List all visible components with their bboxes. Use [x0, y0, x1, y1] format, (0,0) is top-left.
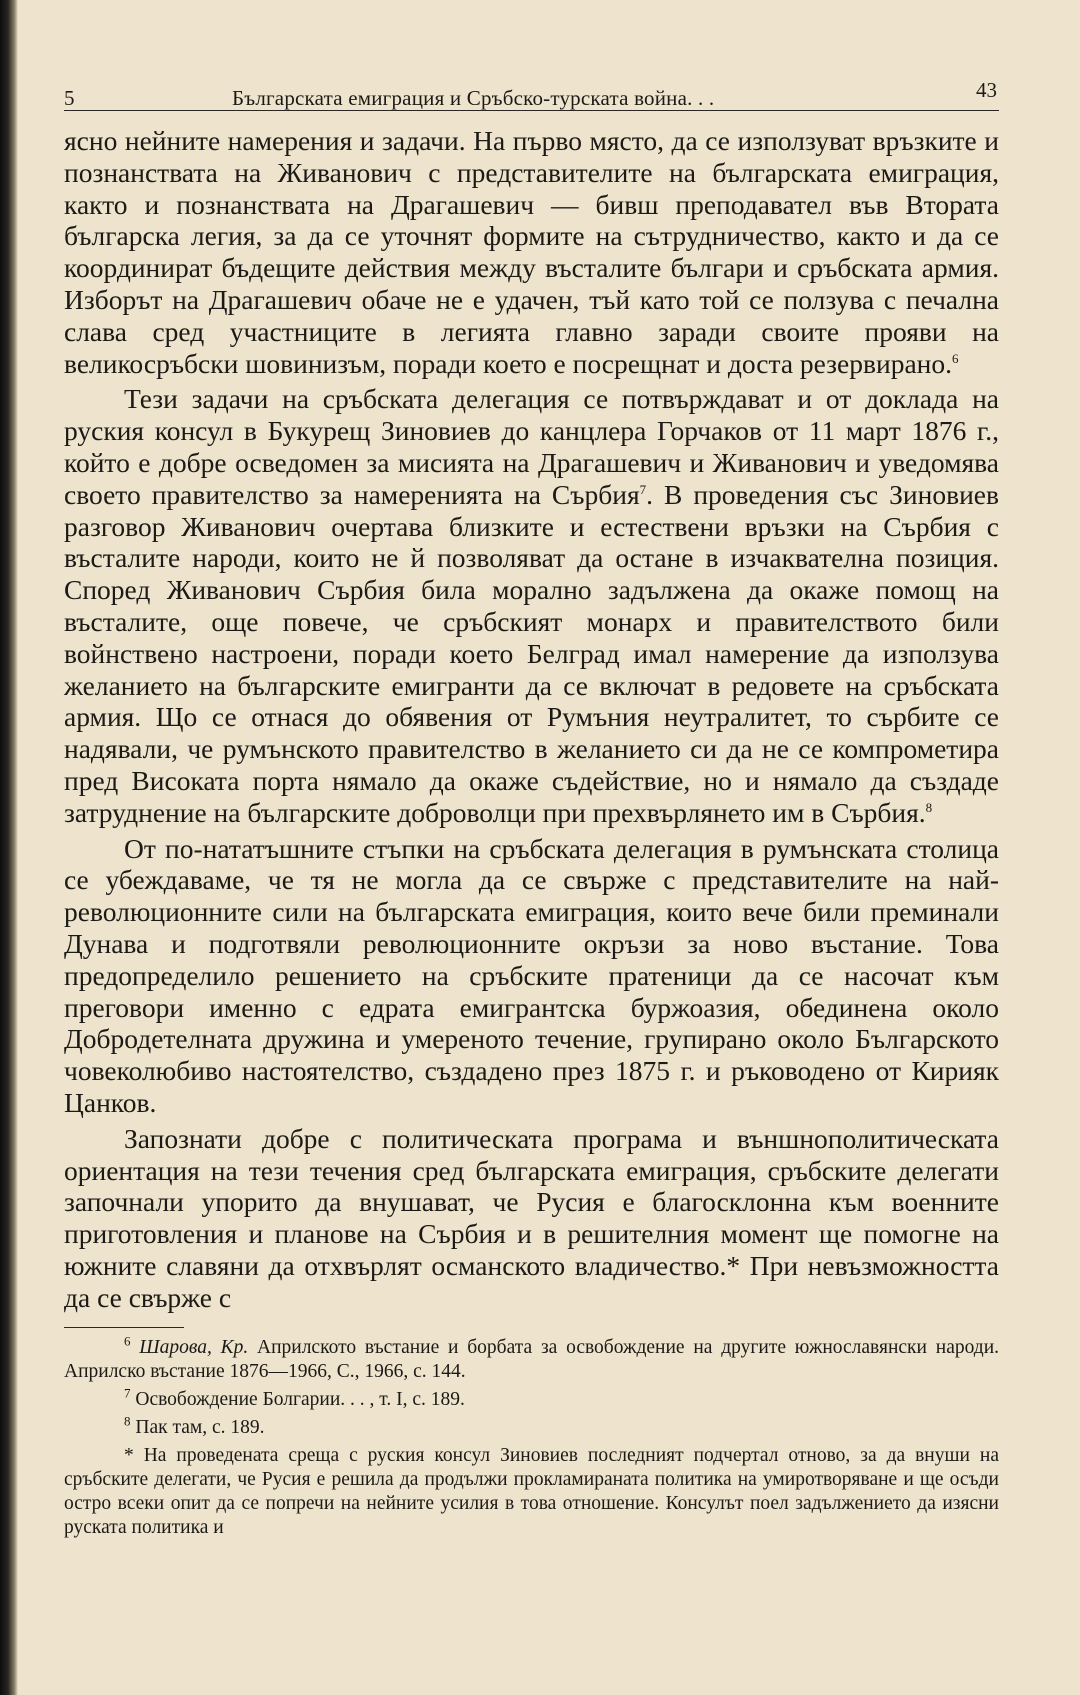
footnote-ref: 8 [925, 799, 933, 815]
footnote-divider [64, 1327, 184, 1328]
footnote: $^7$ Освобождение Болгарии. . . , т. I, с. 189. [124, 1385, 465, 1411]
book-page [64, 74, 999, 1544]
running-head [64, 74, 999, 111]
paragraph: От по-нататъшните стъпки на сръбската делегация в румънската столица се убеждаваме, че тя не могла да се свърже с представителите на най-революционните сили на българската емиграция, които вече били преминали Дунава и подготвяли революционните окръзи за ново въстание. Това предопределило решението на сръбските пратеници да се насочат към преговори именно с едрата емигрантска буржоазия, обединена около Добродетелната дружина и умереното течение, групирано около Българското човеколюбиво настоятелство, създадено през 1875 г. и ръководено от Кирияк Цанков. [64, 832, 999, 1118]
paragraph: Тези задачи на сръбската делегация се потвърждават и от доклада на руския консул в Букурещ Зиновиев до канцлера Горчаков от 11 март 1876 г., който е добре осведомен за мисията на Драгашевич и Живанович и уведомява своето правителство за намеренията на Сърбия$^7$. В проведения със Зиновиев разговор Живанович очертава близките и естествени връзки на Сърбия с въсталите народи, които не й позволяват да остане в изчаквателна позиция. Според Живанович Сърбия била морално задължена да окаже помощ на въсталите, още повече, че сръбският монарх и правителството били войнствено настроени, поради което Белград имал намерение да използува желанието на българските емигранти да се включат в редовете на сръбската армия. Що се отнася до обявения от Румъния неутралитет, то сърбите се надявали, че румънското правителство в желанието си да не се компрометира пред Високата порта нямало да окаже съдействие, но и нямало да създаде затруднение на българските доброволци при прехвърлянето им в Сърбия.$^8$ [64, 383, 999, 828]
running-title: Българската емиграция и Сръбско-турската война. . . [232, 86, 715, 110]
footnote-ref: 7 [639, 481, 647, 497]
footnote: $^8$ Пак там, с. 189. [124, 1413, 265, 1439]
main-text [64, 125, 999, 1313]
footnote-ref: 6 [952, 350, 959, 366]
page-number: 43 [976, 78, 997, 102]
paragraph: Запознати добре с политическата програма и външнополитическата ориентация на тези течения сред българската емиграция, сръбските делегати започнали упорито да внушават, че Русия е благосклонна към военните приготовления и планове на Сърбия и в решителния момент ще помогне на южните славяни да отхвърлят османското владичество.* При невъзможността да се свърже с [64, 1122, 999, 1313]
footnotes [64, 1333, 1000, 1540]
paragraph: ясно нейните намерения и задачи. На първо място, да се използуват връзките и познанствата на Живанович с представителите на българската емиграция, както и познанствата на Драгашевич — бивш преподавател във Втората българска легия, за да се уточнят формите на сътрудничество, както и да се координират бъдещите действия между въсталите българи и сръбската армия. Изборът на Драгашевич обаче не е удачен, тъй като той се ползува с печална слава сред участниците в легията главно заради своите прояви на великосръбски шовинизъм, поради което е посрещнат и доста резервирано.$^6$ [64, 125, 999, 379]
footnote: $^6$ Шарова, Кр. Априлското въстание и борбата за освобождение на другите южнославянски народи. Априлско въстание 1876—1966, С., 1966, с. 144. [64, 1333, 1000, 1383]
book-spine-shadow [0, 0, 18, 1695]
footnote: * На проведената среща с руския консул Зиновиев последният подчертал отново, за да внуши на сръбските делегати, че Русия е решила да продължи прокламираната политика на умиротворяване и ще осъди остро всеки опит да се попречи на нейните усилия в това отношение. Консулът поел задължението да изясни руската политика и [64, 1445, 999, 1539]
chapter-number: 5 [64, 86, 75, 110]
